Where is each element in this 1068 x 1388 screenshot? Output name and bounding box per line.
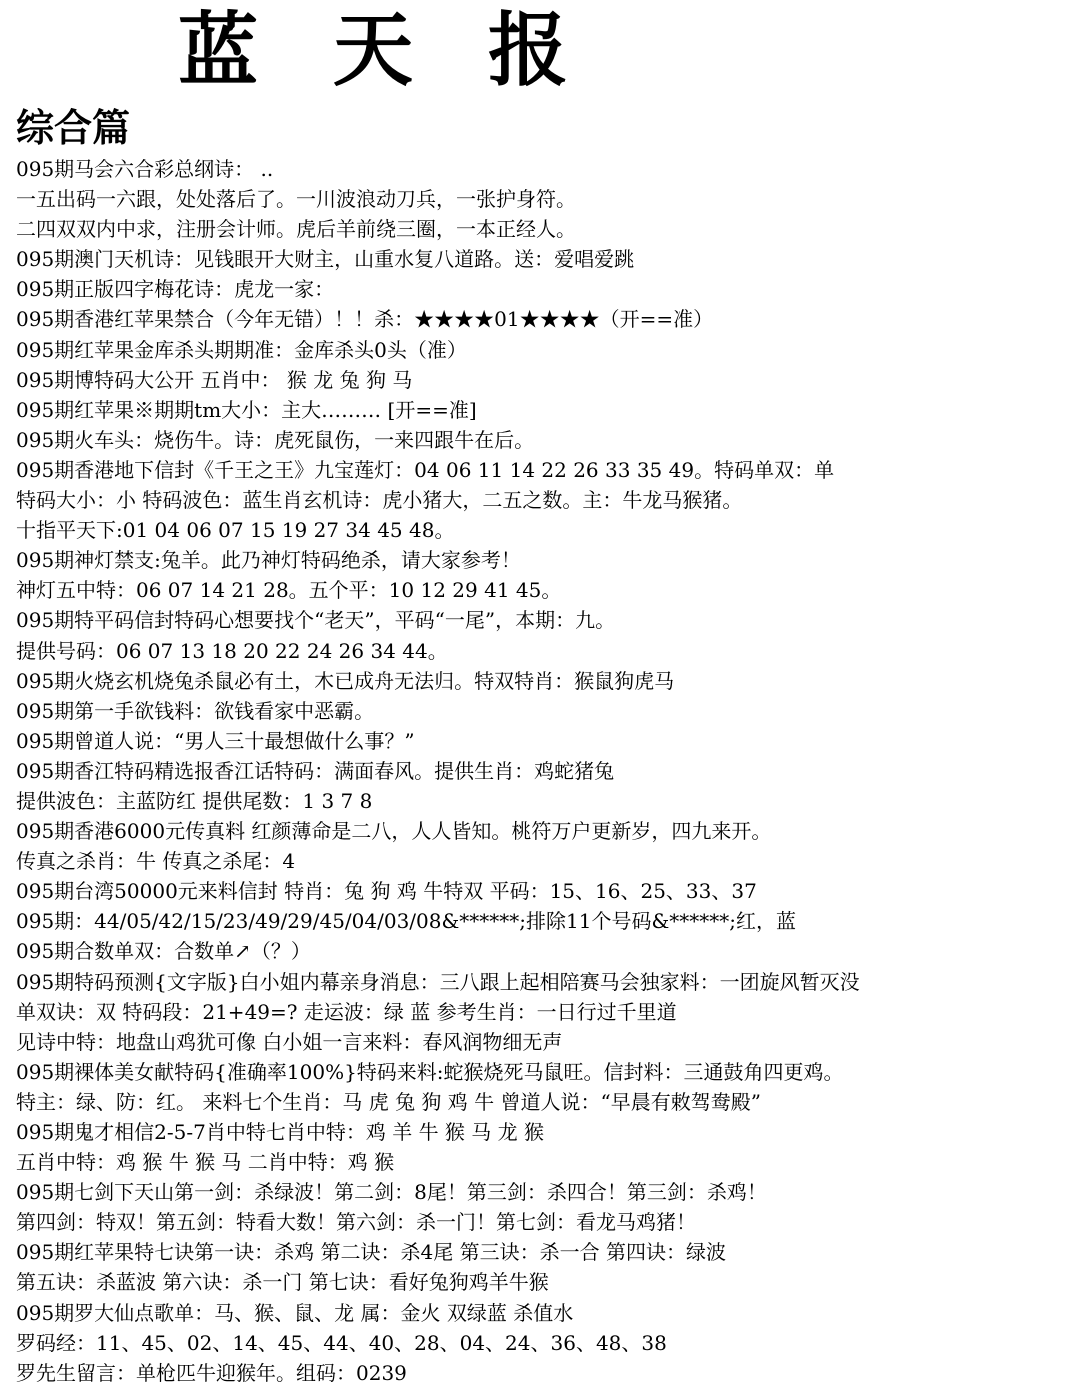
text-line: 095期七剑下天山第一剑：杀绿波！第二剑：8尾！第三剑：杀四合！第三剑：杀鸡！ [16, 1180, 767, 1205]
text-line: 提供号码：06 07 13 18 20 22 24 26 34 44。 [16, 638, 448, 663]
text-line: 095期香港6000元传真料 红颜薄命是二八，人人皆知。桃符万户更新岁，四九来开。 [16, 819, 772, 844]
text-line: 特主：绿、防：红。 来料七个生肖：马 虎 兔 狗 鸡 牛 曾道人说：“早晨有敕驾鸯殿” [16, 1089, 761, 1114]
text-line: 095期第一手欲钱料：欲钱看家中恶霸。 [16, 698, 375, 723]
text-line: 095期红苹果金库杀头期期准：金库杀头0头（准） [16, 337, 467, 362]
text-line: 095期罗大仙点歌单：马、猴、鼠、龙 属：金火 双绿蓝 杀值水 [16, 1300, 574, 1325]
masthead-char: 天 [333, 3, 413, 97]
text-line: 095期台湾50000元来料信封 特肖：兔 狗 鸡 牛特双 平码：15、16、25、33、37 [16, 879, 757, 904]
text-line: 095期火烧玄机烧兔杀鼠必有土，木已成舟无法归。特双特肖：猴鼠狗虎马 [16, 668, 675, 693]
text-line: 第四剑：特双！第五剑：特看大数！第六剑：杀一门！第七剑：看龙马鸡猪！ [16, 1210, 696, 1235]
text-line: 单双诀：双 特码段：21+49=? 走运波：绿 蓝 参考生肖：一日行过千里道 [16, 999, 677, 1024]
section-title: 综合篇 [16, 105, 131, 150]
text-line: 095期正版四字梅花诗：虎龙一家： [16, 277, 335, 302]
text-line: 095期火车头：烧伤牛。诗：虎死鼠伤，一来四跟牛在后。 [16, 427, 535, 452]
content-body [16, 154, 1062, 1388]
text-line: 095期特码预测{文字版}白小姐内幕亲身消息：三八跟上起相陪赛马会独家料：一团旋风暂灭没 [16, 969, 860, 994]
text-line: 特码大小：小 特码波色：蓝生肖玄机诗：虎小猪大，二五之数。主：牛龙马猴猪。 [16, 488, 743, 513]
text-line: 095期澳门天机诗：见钱眼开大财主，山重水复八道路。送：爱唱爱跳 [16, 247, 635, 272]
text-line: 095期香港地下信封《千王之王》九宝莲灯：04 06 11 14 22 26 33 35 49。特码单双：单 [16, 457, 835, 482]
masthead [178, 4, 598, 96]
text-line: 095期裸体美女献特码{准确率100%}特码来料:蛇猴烧死马鼠旺。信封料：三通鼓角四更鸡。 [16, 1059, 844, 1084]
text-line: 095期曾道人说：“男人三十最想做什么事？” [16, 728, 415, 753]
text-line: 一五出码一六跟，处处落后了。一川波浪动刀兵，一张护身符。 [16, 187, 576, 212]
text-line: 神灯五中特：06 07 14 21 28。五个平：10 12 29 41 45。 [16, 578, 562, 603]
text-line: 095期博特码大公开 五肖中： 猴 龙 兔 狗 马 [16, 367, 413, 392]
text-line: 二四双双内中求，注册会计师。虎后羊前绕三圈，一本正经人。 [16, 217, 576, 242]
text-line: 095期香港红苹果禁合（今年无错）！！杀：★★★★01★★★★（开==准） [16, 307, 714, 332]
text-line: 095期鬼才相信2-5-7肖中特七肖中特：鸡 羊 牛 猴 马 龙 猴 [16, 1120, 545, 1144]
text-line: 095期香江特码精选报香江话特码：满面春风。提供生肖：鸡蛇猪兔 [16, 758, 615, 783]
text-line: 传真之杀肖：牛 传真之杀尾：4 [16, 849, 296, 874]
text-line: 095期特平码信封特码心想要找个“老天”，平码“一尾”，本期：九。 [16, 608, 616, 633]
text-line: 095期红苹果特七诀第一诀：杀鸡 第二诀：杀4尾 第三诀：杀一合 第四诀：绿波 [16, 1240, 726, 1265]
text-line: 见诗中特：地盘山鸡犹可像 白小姐一言来料：春风润物细无声 [16, 1029, 563, 1054]
text-line: 提供波色：主蓝防红 提供尾数：1 3 7 8 [16, 788, 373, 813]
text-line: 095期神灯禁支:兔羊。此乃神灯特码绝杀，请大家参考！ [16, 548, 521, 573]
text-line: 第五诀：杀蓝波 第六诀：杀一门 第七诀：看好兔狗鸡羊牛猴 [16, 1270, 549, 1295]
masthead-char: 报 [488, 3, 568, 97]
text-line: 五肖中特：鸡 猴 牛 猴 马 二肖中特：鸡 猴 [16, 1150, 395, 1175]
text-line: 095期：44/05/42/15/23/49/29/45/04/03/08&******;排除11个号码&******;红，蓝 [16, 909, 797, 934]
text-line: 095期红苹果※期期tm大小：主大……… [开==准] [16, 397, 477, 422]
text-line: 十指平天下:01 04 06 07 15 19 27 34 45 48。 [16, 518, 455, 543]
text-line: 罗先生留言：单枪匹牛迎猴年。组码：0239 [16, 1360, 407, 1385]
text-line: 095期合数单双：合数单↗（？） [16, 939, 311, 964]
masthead-char: 蓝 [178, 3, 258, 97]
text-line: 罗码经：11、45、02、14、45、44、40、28、04、24、36、48、38 [16, 1330, 667, 1355]
text-line: 095期马会六合彩总纲诗： .. [16, 157, 274, 181]
